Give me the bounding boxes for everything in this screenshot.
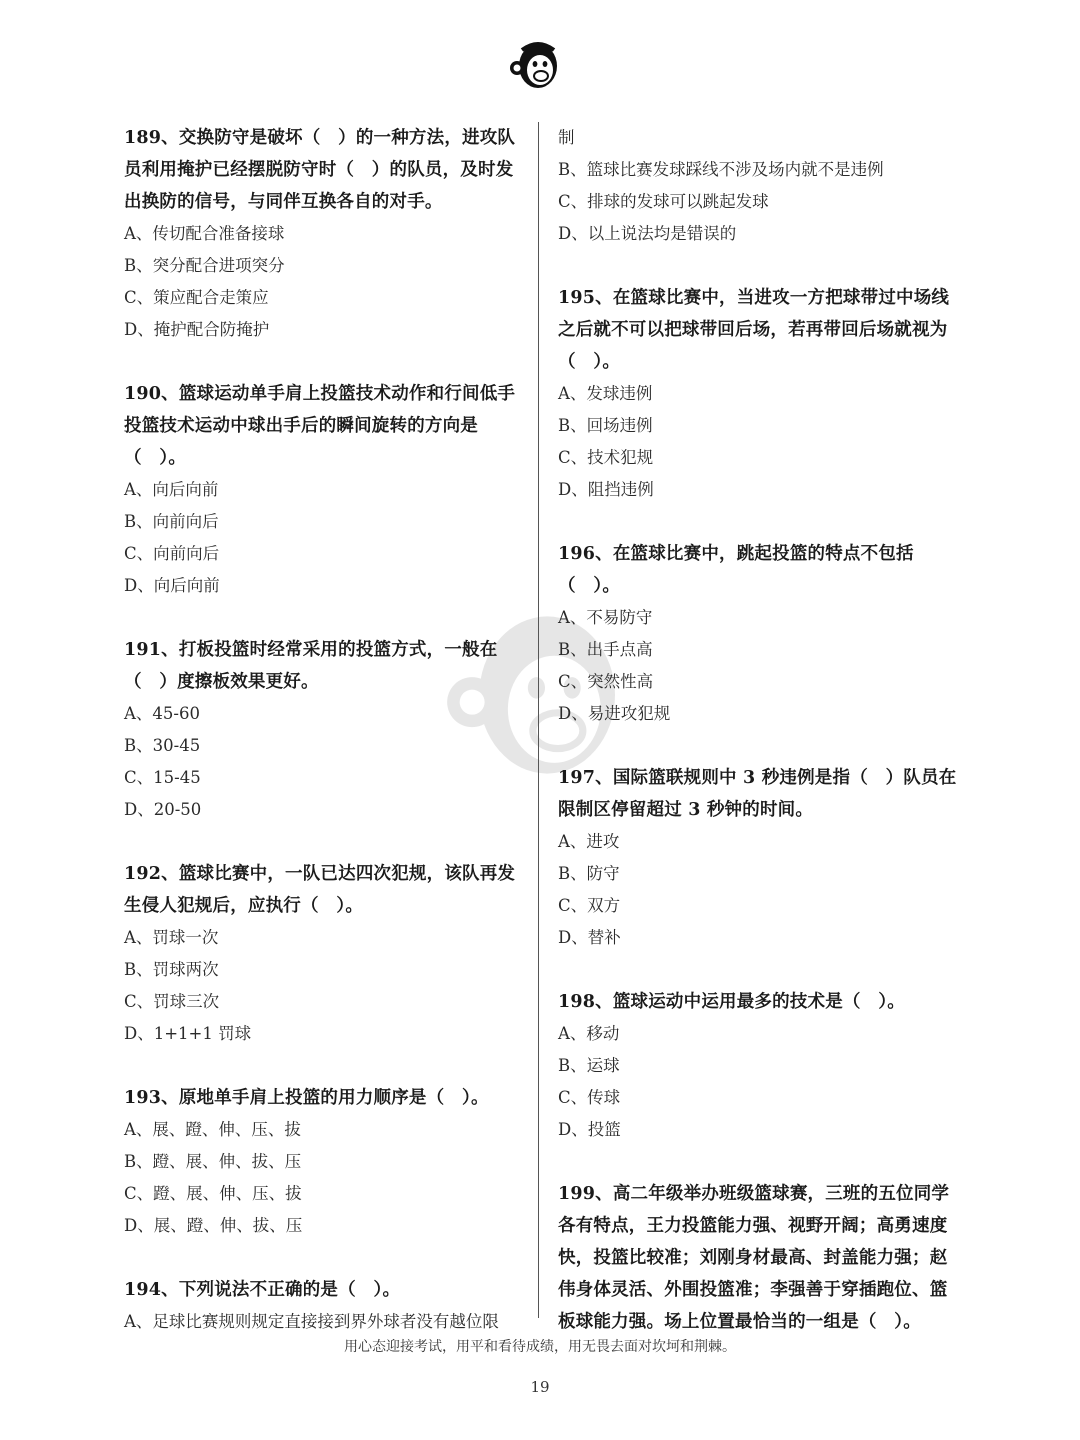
answer-option: B、蹬、展、伸、拔、压 (124, 1152, 302, 1171)
answer-option: B、运球 (558, 1056, 620, 1075)
answer-option: A、移动 (558, 1024, 620, 1043)
answer-option: D、20-50 (124, 800, 202, 819)
answer-option: C、蹬、展、伸、压、拔 (124, 1184, 302, 1203)
question-text: 195、在篮球比赛中，当进攻一方把球带过中场线之后就不可以把球带回后场，若再带回后场就视为（ ）。 (558, 288, 950, 372)
answer-option: D、投篮 (558, 1120, 621, 1139)
answer-option: A、传切配合准备接球 (124, 224, 285, 243)
monkey-logo-icon (508, 40, 564, 92)
question-text: 190、篮球运动单手肩上投篮技术动作和行间低手投篮技术运动中球出手后的瞬间旋转的方向是（ ）。 (124, 384, 516, 468)
answer-option: B、篮球比赛发球踩线不涉及场内就不是违例 (558, 160, 884, 179)
question-text: 197、国际篮联规则中 3 秒违例是指（ ）队员在限制区停留超过 3 秒钟的时间。 (558, 768, 957, 820)
answer-option: D、阻挡违例 (558, 480, 654, 499)
answer-option: C、15-45 (124, 768, 201, 787)
answer-option: D、易进攻犯规 (558, 704, 671, 723)
answer-option: D、展、蹬、伸、拔、压 (124, 1216, 303, 1235)
footer-motto: 用心态迎接考试，用平和看待成绩，用无畏去面对坎坷和荆棘。 (344, 1339, 736, 1355)
answer-option: A、足球比赛规则规定直接接到界外球者没有越位限 (124, 1312, 499, 1331)
answer-option: A、进攻 (558, 832, 620, 851)
answer-option: C、双方 (558, 896, 621, 915)
answer-option: D、1+1+1 罚球 (124, 1024, 252, 1043)
answer-option: B、罚球两次 (124, 960, 219, 979)
answer-option: A、不易防守 (558, 608, 653, 627)
answer-option: B、向前向后 (124, 512, 219, 531)
question-text: 196、在篮球比赛中，跳起投篮的特点不包括（ ）。 (558, 544, 914, 596)
answer-option: B、回场违例 (558, 416, 653, 435)
page-number: 19 (530, 1378, 550, 1396)
answer-option: B、出手点高 (558, 640, 653, 659)
answer-option: D、以上说法均是错误的 (558, 224, 737, 243)
answer-option: C、突然性高 (558, 672, 654, 691)
question-text: 189、交换防守是破坏（ ）的一种方法，进攻队员利用掩护已经摆脱防守时（ ）的队员，及时发出换防的信号，与同伴互换各自的对手。 (124, 128, 516, 212)
answer-option: A、向后向前 (124, 480, 219, 499)
question-text: 192、篮球比赛中，一队已达四次犯规，该队再发生侵人犯规后，应执行（ ）。 (124, 864, 516, 916)
left-column (124, 122, 528, 1338)
question-text: 191、打板投篮时经常采用的投篮方式，一般在（ ）度擦板效果更好。 (124, 640, 498, 692)
answer-option: B、防守 (558, 864, 620, 883)
question-text: 193、原地单手肩上投篮的用力顺序是（ ）。 (124, 1088, 489, 1108)
answer-option: C、罚球三次 (124, 992, 220, 1011)
question-text: 199、高二年级举办班级篮球赛，三班的五位同学各有特点，王力投篮能力强、视野开阔；高勇速度快，投篮比较准；刘刚身材最高、封盖能力强；赵伟身体灵活、外围投篮准；李强善于穿插跑位、篮板球能力强。场上位置最恰当的一组是（ ）。 (558, 1184, 950, 1332)
question-text: 198、篮球运动中运用最多的技术是（ ）。 (558, 992, 905, 1012)
answer-option: C、策应配合走策应 (124, 288, 269, 307)
answer-option: D、替补 (558, 928, 621, 947)
answer-option: B、30-45 (124, 736, 201, 755)
column-divider (538, 122, 539, 1318)
answer-option: 制 (558, 128, 575, 147)
answer-option: C、技术犯规 (558, 448, 654, 467)
right-column (558, 122, 962, 1338)
answer-option: A、发球违例 (558, 384, 653, 403)
answer-option: B、突分配合进项突分 (124, 256, 285, 275)
answer-option: C、排球的发球可以跳起发球 (558, 192, 769, 211)
answer-option: C、向前向后 (124, 544, 220, 563)
answer-option: A、罚球一次 (124, 928, 219, 947)
question-text: 194、下列说法不正确的是（ ）。 (124, 1280, 401, 1300)
answer-option: C、传球 (558, 1088, 621, 1107)
answer-option: D、向后向前 (124, 576, 220, 595)
answer-option: A、展、蹬、伸、压、拔 (124, 1120, 301, 1139)
answer-option: D、掩护配合防掩护 (124, 320, 270, 339)
answer-option: A、45-60 (124, 704, 200, 723)
